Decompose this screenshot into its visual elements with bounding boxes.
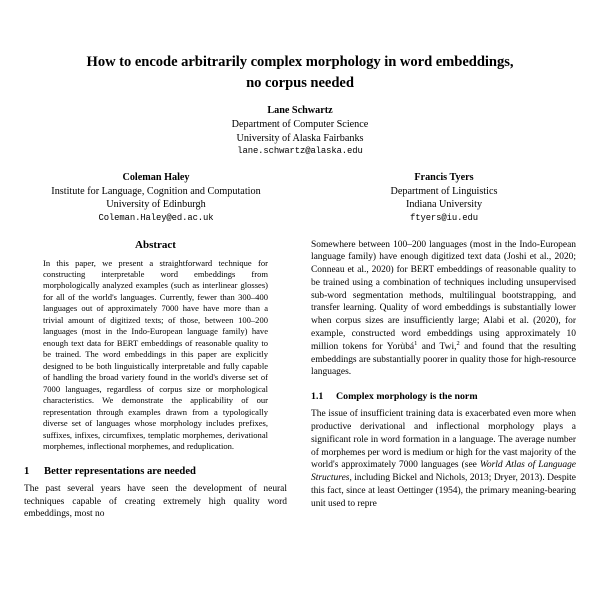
author-affiliation-line-2: University of Alaska Fairbanks <box>236 132 364 144</box>
subsection-number: 1.1 <box>311 391 324 403</box>
right-paragraph-part-b: and Twi, <box>417 341 457 352</box>
subsec-paragraph-part-b: , including Bickel and Nichols, 2013; Dryer, 2013). Despite this fact, since at least Oettinger (1954), the primary meaning-bearing unit used to repre <box>311 473 576 509</box>
author-name: Coleman Haley <box>122 171 190 183</box>
section-1-paragraph-1: The past several years have seen the development of neural techniques capable of creating extremely high quality word embeddings, most no <box>24 483 287 520</box>
author-affiliation-line-2: University of Edinburgh <box>106 199 206 211</box>
author-block-secondary-right <box>300 171 588 225</box>
title-line-2: no corpus needed <box>246 74 354 91</box>
author-block-secondary-left <box>12 171 300 225</box>
author-block-primary <box>0 104 600 158</box>
subsection-title: Complex morphology is the norm <box>336 391 478 403</box>
author-name: Francis Tyers <box>414 171 474 183</box>
subsec-paragraph-part-a: The issue of insufficient training data is exacerbated even more when productive derivational and inflectional morphology plays a significant role in word formation in a language. The average number of morphemes per word is medium or high for the vast majority of the world's approximately 7000 languages (see <box>311 409 576 471</box>
abstract-heading: Abstract <box>135 238 176 251</box>
author-email[interactable]: Coleman.Haley@ed.ac.uk <box>98 212 214 223</box>
section-1-1-paragraph-1 <box>311 408 576 510</box>
title-line-1: How to encode arbitrarily complex morphology in word embeddings, <box>86 54 514 70</box>
right-paragraph-part-a: Somewhere between 100–200 languages (most in the Indo-European language family) have enough digitized text data (Joshi et al., 2020; Conneau et al., 2020) for BERT embeddings of reasonable quality to be trained using a combination of techniques including unsupervised sub-word segmentation methods, multilingual bootstrapping, and transfer learning. Quality of word embeddings is substantially lower when corpus sizes are insufficiently large; Alabi et al. (2020), for example, constructed word embeddings using approximately 10 million tokens for Yorùbá <box>311 239 576 352</box>
column-left <box>24 239 300 522</box>
section-heading-1-1 <box>311 391 576 402</box>
author-email[interactable]: ftyers@iu.edu <box>410 212 478 223</box>
author-row-secondary <box>0 171 600 225</box>
footnote-marker-1[interactable]: 1 <box>414 339 418 347</box>
author-affiliation-line-2: Indiana University <box>405 199 483 211</box>
right-paragraph-part-c: and found that the resulting embeddings are substantially poorer in quality those for high-resource languages. <box>311 341 577 378</box>
author-affiliation-line-1: Department of Computer Science <box>231 119 369 130</box>
footnote-marker-2[interactable]: 2 <box>456 339 460 347</box>
right-column-paragraph-1 <box>311 239 576 380</box>
column-right <box>300 239 576 522</box>
page-title <box>0 0 600 93</box>
abstract-body <box>24 258 287 453</box>
author-affiliation-line-1: Department of Linguistics <box>390 185 498 197</box>
author-affiliation-line-1: Institute for Language, Cognition and Computation <box>51 185 261 197</box>
author-name: Lane Schwartz <box>267 105 333 117</box>
section-number: 1 <box>24 465 30 477</box>
author-email[interactable]: lane.schwartz@alaska.edu <box>237 146 363 157</box>
abstract-text: In this paper, we present a straightforward technique for constructing interpretable word embeddings from morphologically analyzed examples (such as interlinear glosses) for all of the world's languages. Currently, fewer than 300–400 languages out of approximately 7000 have have more than a trivial amount of digitized texts; of those, between 100–200 languages (most in the Indo-European language family) have enough text data for BERT embeddings of reasonable quality to be trained. The word embeddings in this paper are explicitly designed to be both linguistically interpretable and fully capable of handling the broad variety found in the world's diverse set of 7000 languages, regardless of corpus size or morphological characteristics. We demonstrate the applicability of our representation through examples drawn from a typologically diverse set of languages whose morphology includes prefixes, suffixes, infixes, circumfixes, templatic morphemes, derivational morphemes, inflectional morphemes, and reduplication. <box>43 257 268 452</box>
citation-title-italic: World Atlas of Language Structures <box>311 460 576 484</box>
section-heading-1 <box>24 466 287 477</box>
body-columns <box>0 239 600 522</box>
section-title: Better representations are needed <box>44 465 196 477</box>
